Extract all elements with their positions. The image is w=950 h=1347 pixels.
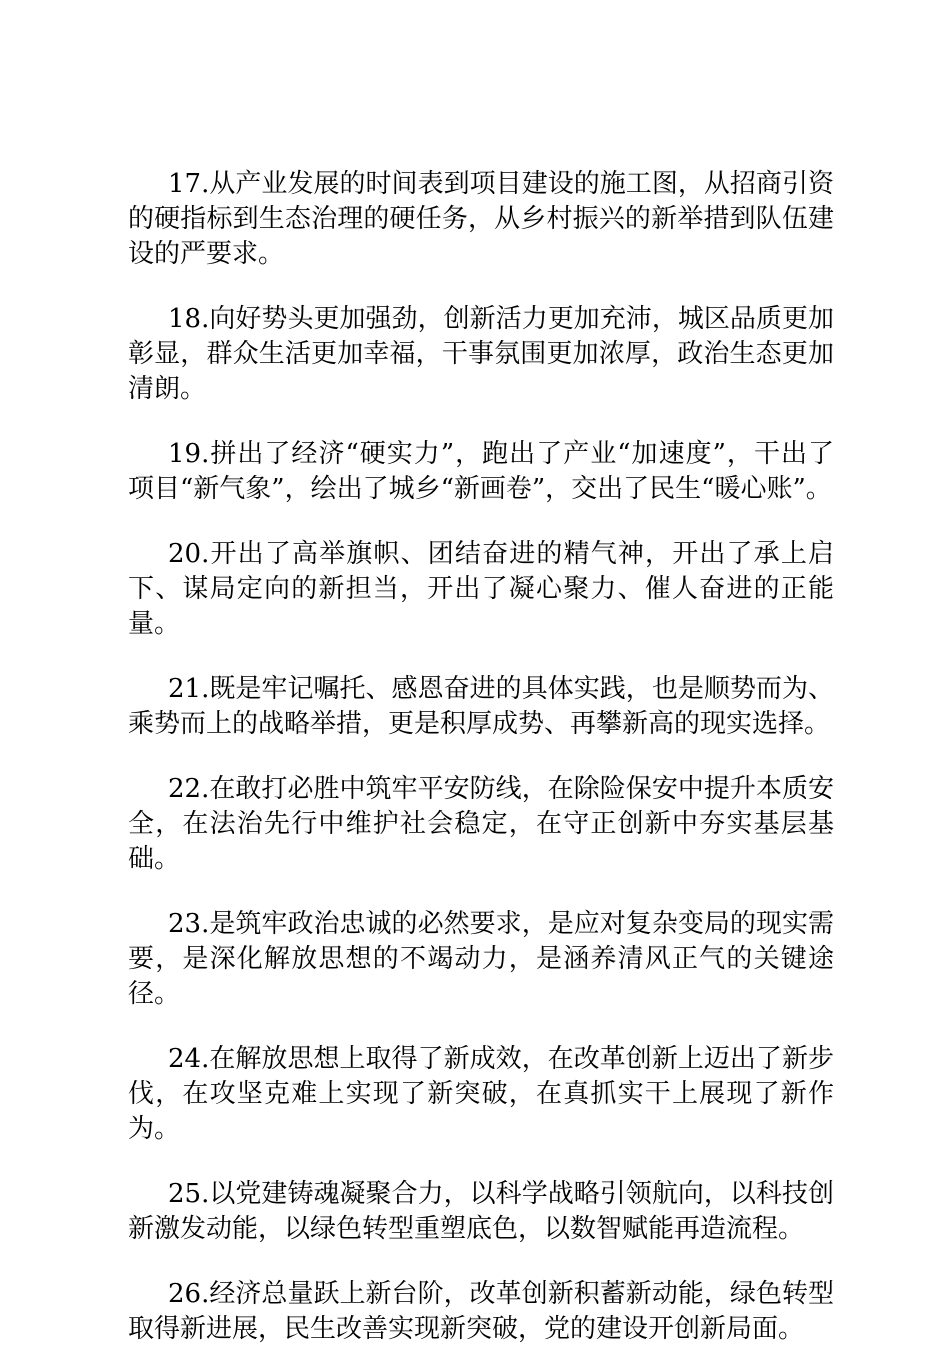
paragraph-17: 17.从产业发展的时间表到项目建设的施工图，从招商引资的硬指标到生态治理的硬任务，从乡村振兴的新举措到队伍建设的严要求。 bbox=[128, 169, 834, 269]
paragraph-22: 22.在敢打必胜中筑牢平安防线，在除险保安中提升本质安全，在法治先行中维护社会稳定，在守正创新中夯实基层基础。 bbox=[128, 774, 834, 874]
paragraph-23: 23.是筑牢政治忠诚的必然要求，是应对复杂变局的现实需要，是深化解放思想的不竭动力，是涵养清风正气的关键途径。 bbox=[128, 909, 834, 1009]
paragraph-21: 21.既是牢记嘱托、感恩奋进的具体实践，也是顺势而为、乘势而上的战略举措，更是积厚成势、再攀新高的现实选择。 bbox=[128, 674, 834, 739]
paragraph-25: 25.以党建铸魂凝聚合力，以科学战略引领航向，以科技创新激发动能，以绿色转型重塑底色，以数智赋能再造流程。 bbox=[128, 1179, 834, 1244]
paragraph-20: 20.开出了高举旗帜、团结奋进的精气神，开出了承上启下、谋局定向的新担当，开出了凝心聚力、催人奋进的正能量。 bbox=[128, 539, 834, 639]
paragraph-18: 18.向好势头更加强劲，创新活力更加充沛，城区品质更加彰显，群众生活更加幸福，干事氛围更加浓厚，政治生态更加清朗。 bbox=[128, 304, 834, 404]
paragraph-24: 24.在解放思想上取得了新成效，在改革创新上迈出了新步伐，在攻坚克难上实现了新突破，在真抓实干上展现了新作为。 bbox=[128, 1044, 834, 1144]
paragraph-26: 26.经济总量跃上新台阶，改革创新积蓄新动能，绿色转型取得新进展，民生改善实现新突破，党的建设开创新局面。 bbox=[128, 1279, 834, 1344]
document-page bbox=[128, 167, 834, 1347]
paragraph-19: 19.拼出了经济“硬实力”，跑出了产业“加速度”，干出了项目“新气象”，绘出了城乡“新画卷”，交出了民生“暖心账”。 bbox=[128, 439, 834, 504]
